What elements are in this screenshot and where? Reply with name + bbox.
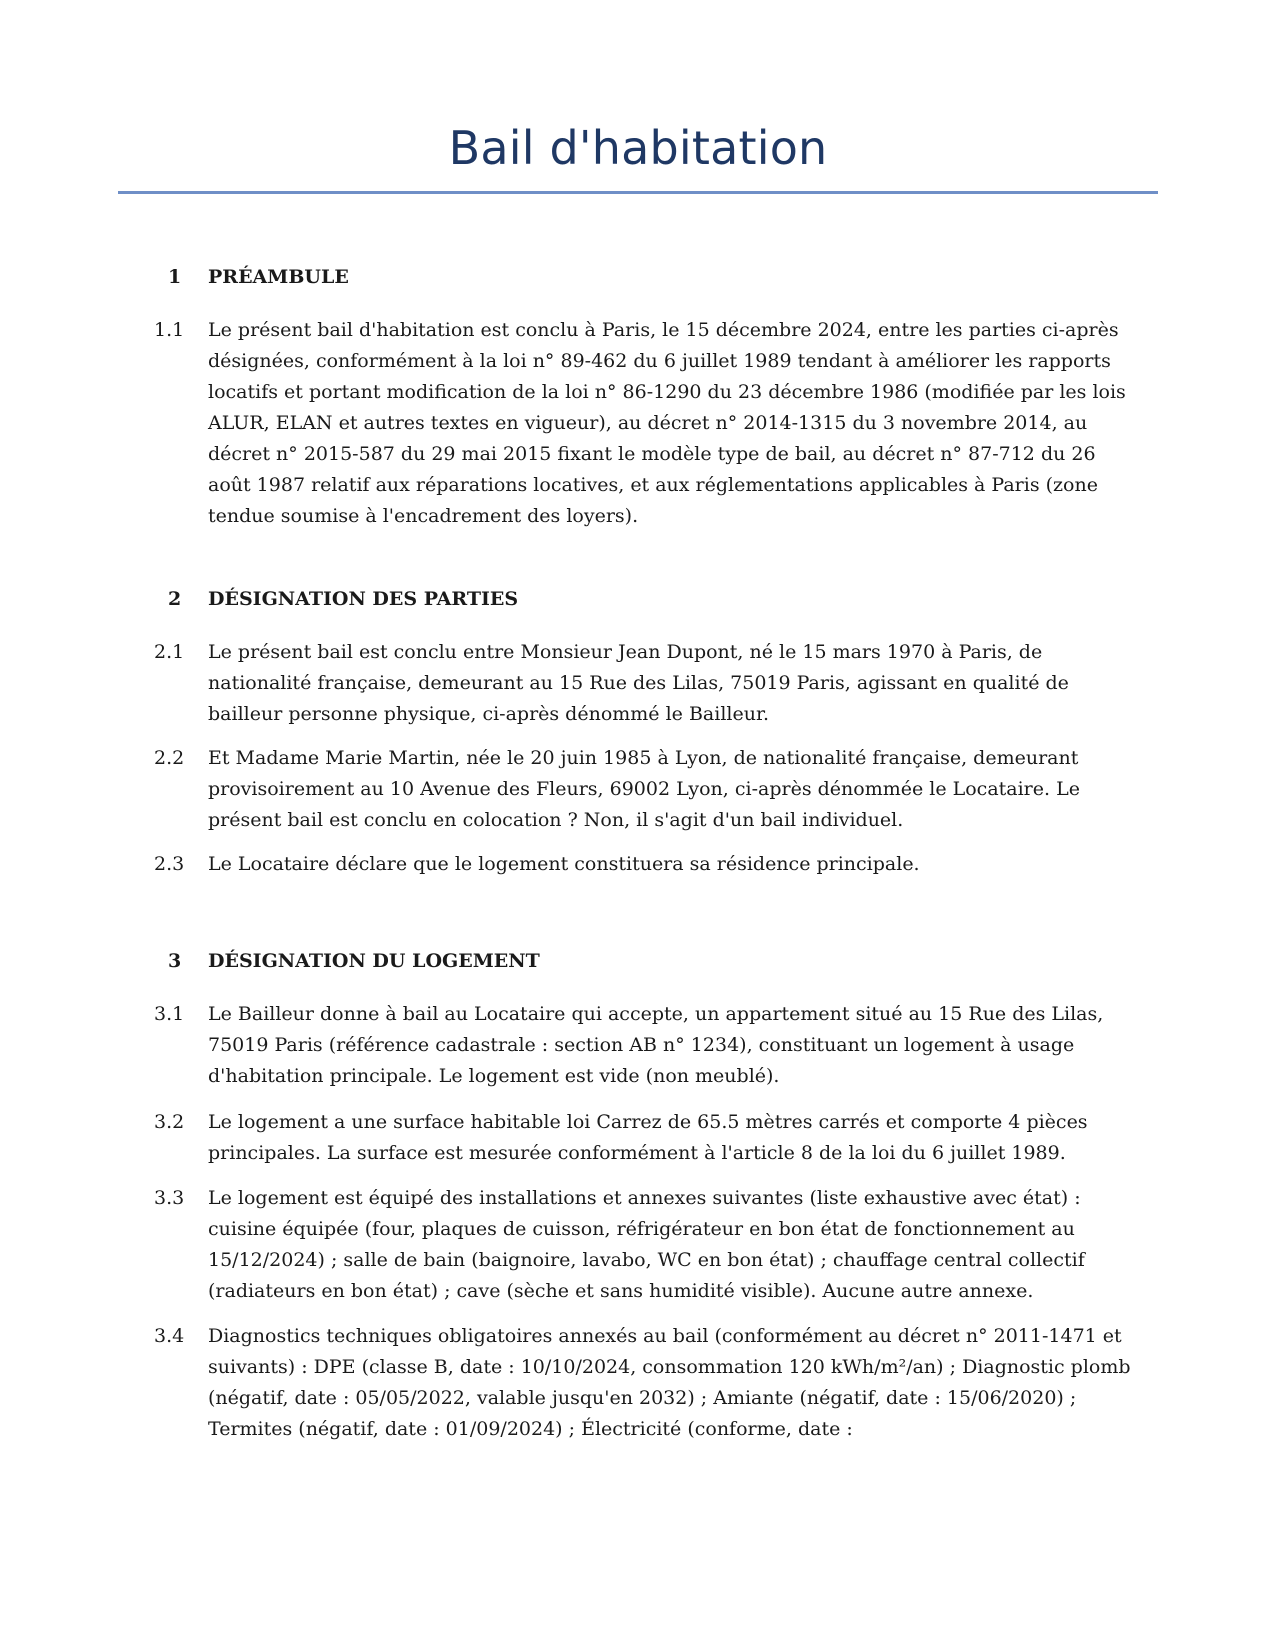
clause-number: 3.2 (154, 1111, 185, 1133)
clause-number: 2.2 (154, 747, 185, 769)
clause-text: Diagnostics techniques obligatoires annexés au bail (conformément au décret n° 2011-1471 et suivants) : DPE (classe B, date : 10/10/2024, consommation 120 kWh/m²/an) ; Diagnostic plomb (négatif, date : 05/05/2022, valable jusqu'en 2032) ; Amiante (négatif, date : 15/06/2020) ; Termites (négatif, date : 01/09/2024) ; Électricité (conforme, date : (208, 1325, 1131, 1440)
section-number: 3 (168, 950, 182, 972)
clause-number: 3.4 (154, 1325, 185, 1347)
clause-text: Le logement a une surface habitable loi Carrez de 65.5 mètres carrés et comporte 4 pièces principales. La surface est mesurée conformément à l'article 8 de la loi du 6 juillet 1989. (208, 1111, 1088, 1164)
clause-number: 2.3 (154, 853, 185, 875)
clause-text: Le Bailleur donne à bail au Locataire qui accepte, un appartement situé au 15 Rue des Lilas, 75019 Paris (référence cadastrale : section AB n° 1234), constituant un logement à usage d'habitation principale. Le logement est vide (non meublé). (208, 1003, 1104, 1087)
clause-number: 3.1 (154, 1003, 185, 1025)
clause-text: Et Madame Marie Martin, née le 20 juin 1985 à Lyon, de nationalité française, demeurant provisoirement au 10 Avenue des Fleurs, 69002 Lyon, ci-après dénommée le Locataire. Le présent bail est conclu en colocation ? Non, il s'agit d'un bail individuel. (208, 747, 1080, 831)
clause-text: Le Locataire déclare que le logement constituera sa résidence principale. (208, 853, 920, 875)
clause-number: 2.1 (154, 641, 185, 663)
clause-text: Le présent bail est conclu entre Monsieur Jean Dupont, né le 15 mars 1970 à Paris, de nationalité française, demeurant au 15 Rue des Lilas, 75019 Paris, agissant en qualité de bailleur personne physique, ci-après dénommé le Bailleur. (208, 641, 1069, 725)
section-title: DÉSIGNATION DU LOGEMENT (208, 950, 540, 972)
title-underline (118, 191, 1158, 194)
clause-text: Le présent bail d'habitation est conclu à Paris, le 15 décembre 2024, entre les parties ci-après désignées, conformément à la loi n° 89-462 du 6 juillet 1989 tendant à améliorer les rapports locatifs et portant modification de la loi n° 86-1290 du 23 décembre 1986 (modifiée par les lois ALUR, ELAN et autres textes en vigueur), au décret n° 2014-1315 du 3 novembre 2014, au décret n° 2015-587 du 29 mai 2015 fixant le modèle type de bail, au décret n° 87-712 du 26 août 1987 relatif aux réparations locatives, et aux réglementations applicables à Paris (zone tendue soumise à l'encadrement des loyers). (208, 319, 1126, 527)
clause-text: Le logement est équipé des installations et annexes suivantes (liste exhaustive avec état) : cuisine équipée (four, plaques de cuisson, réfrigérateur en bon état de fonctionnement au 15/12/2024) ; salle de bain (baignoire, lavabo, WC en bon état) ; chauffage central collectif (radiateurs en bon état) ; cave (sèche et sans humidité visible). Aucune autre annexe. (208, 1187, 1085, 1302)
section-number: 2 (168, 588, 182, 610)
section-title: DÉSIGNATION DES PARTIES (208, 588, 519, 610)
clause-number: 3.3 (154, 1187, 185, 1209)
section-title: PRÉAMBULE (208, 266, 349, 288)
clause-number: 1.1 (154, 319, 185, 341)
document-title: Bail d'habitation (448, 121, 828, 175)
section-number: 1 (168, 266, 182, 288)
